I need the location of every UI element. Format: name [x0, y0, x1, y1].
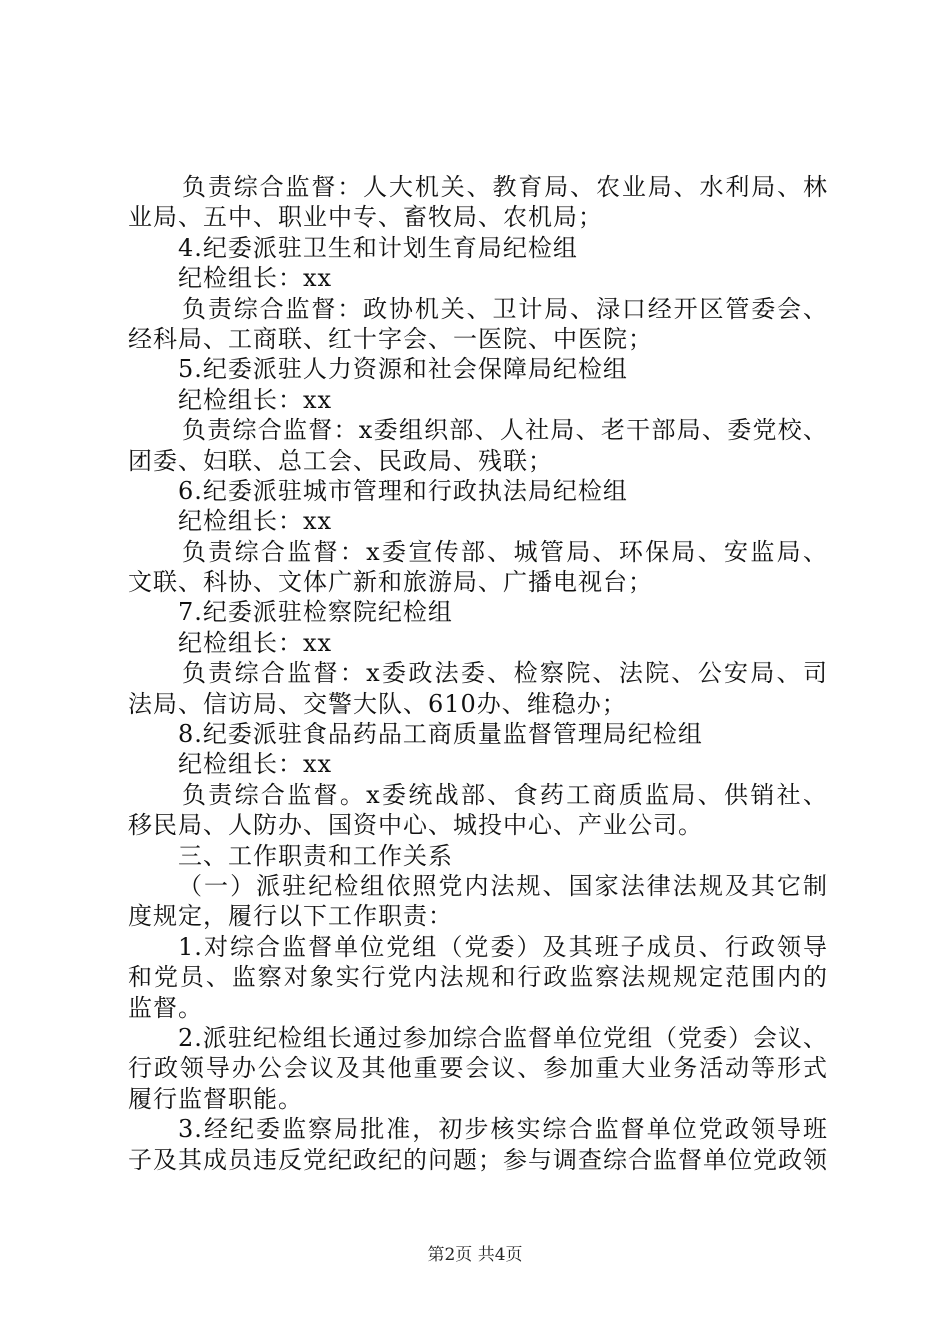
section-heading: 7.纪委派驻检察院纪检组 [178, 598, 453, 627]
paragraph-line: 负责综合监督：x委组织部、人社局、老干部局、委党校、 [182, 416, 828, 445]
paragraph-line: 1.对综合监督单位党组（党委）及其班子成员、行政领导 [178, 932, 828, 961]
paragraph-line: 文联、科协、文体广新和旅游局、广播电视台； [128, 568, 653, 597]
section-heading: 5.纪委派驻人力资源和社会保障局纪检组 [178, 355, 628, 384]
document-body [128, 172, 828, 1175]
paragraph-line: 度规定，履行以下工作职责： [128, 902, 453, 931]
paragraph-line: 监督。 [128, 993, 203, 1022]
paragraph-line: 纪检组长：xx [178, 385, 333, 414]
section-heading: 6.纪委派驻城市管理和行政执法局纪检组 [178, 476, 628, 505]
paragraph-line: 负责综合监督。x委统战部、食药工商质监局、供销社、 [182, 780, 828, 809]
page-number: 第2页 共4页 [427, 1245, 523, 1265]
paragraph-line: 团委、妇联、总工会、民政局、残联； [128, 446, 553, 475]
paragraph-line: 纪检组长：xx [178, 628, 333, 657]
paragraph-line: 子及其成员违反党纪政纪的问题；参与调查综合监督单位党政领 [128, 1145, 828, 1174]
section-heading: 4.纪委派驻卫生和计划生育局纪检组 [178, 233, 578, 262]
paragraph-line: 3.经纪委监察局批准，初步核实综合监督单位党政领导班 [178, 1115, 828, 1144]
paragraph-line: 和党员、监察对象实行党内法规和行政监察法规规定范围内的 [128, 963, 828, 992]
paragraph-line: 纪检组长：xx [178, 264, 333, 293]
paragraph-line: 履行监督职能。 [128, 1084, 303, 1113]
paragraph-line: 行政领导办公会议及其他重要会议、参加重大业务活动等形式 [128, 1054, 828, 1083]
paragraph-line: 负责综合监督：政协机关、卫计局、渌口经开区管委会、 [182, 294, 828, 323]
paragraph-line: 法局、信访局、交警大队、610办、维稳办； [128, 689, 627, 718]
paragraph-line: 纪检组长：xx [178, 507, 333, 536]
section-heading: 三、工作职责和工作关系 [178, 841, 453, 870]
paragraph-line: 2.派驻纪检组长通过参加综合监督单位党组（党委）会议、 [178, 1023, 828, 1052]
paragraph-line: 业局、五中、职业中专、畜牧局、农机局； [128, 203, 603, 232]
paragraph-line: 移民局、人防办、国资中心、城投中心、产业公司。 [128, 811, 703, 840]
page-footer [0, 1244, 950, 1266]
paragraph-line: 负责综合监督：人大机关、教育局、农业局、水利局、林 [182, 173, 828, 201]
paragraph-line: 纪检组长：xx [178, 750, 333, 779]
paragraph-line: 经科局、工商联、红十字会、一医院、中医院； [128, 324, 653, 353]
paragraph-line: （一）派驻纪检组依照党内法规、国家法律法规及其它制 [178, 871, 828, 900]
paragraph-line: 负责综合监督：x委政法委、检察院、法院、公安局、司 [182, 659, 828, 688]
paragraph-line: 负责综合监督：x委宣传部、城管局、环保局、安监局、 [182, 537, 828, 566]
section-heading: 8.纪委派驻食品药品工商质量监督管理局纪检组 [178, 720, 703, 749]
